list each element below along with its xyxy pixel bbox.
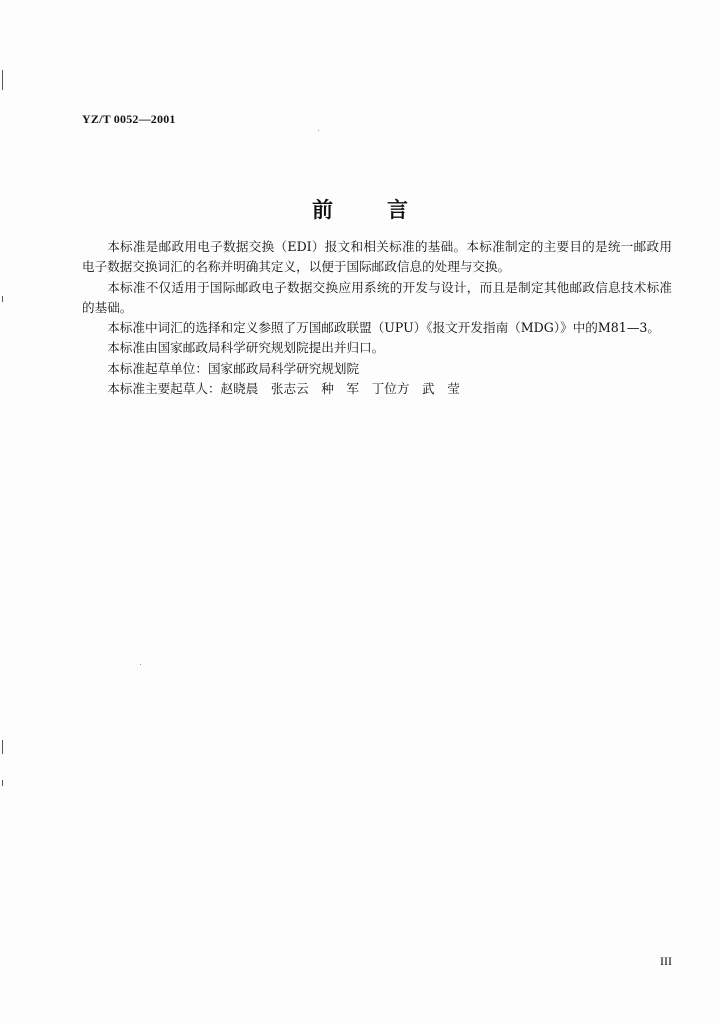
scan-margin-mark — [2, 740, 3, 754]
standard-code: YZ/T 0052—2001 — [82, 112, 176, 126]
page-title: 前言 — [312, 197, 462, 222]
scan-speck — [140, 664, 141, 665]
paragraph: 本标准主要起草人：赵晓晨 张志云 种 军 丁位方 武 莹 — [107, 381, 460, 397]
scan-margin-mark — [2, 70, 3, 90]
paragraph: 本标准起草单位：国家邮政局科学研究规划院 — [107, 360, 360, 376]
scan-speck — [318, 130, 319, 131]
paragraph: 本标准是邮政用电子数据交换（EDI）报文和相关标准的基础。本标准制定的主要目的是统一邮政用电子数据交换词汇的名称并明确其定义，以便于国际邮政信息的处理与交换。 — [82, 239, 672, 275]
paragraph: 本标准中词汇的选择和定义参照了万国邮政联盟（UPU）《报文开发指南（MDG）》中的M81—3。 — [107, 320, 661, 336]
paragraph: 本标准不仅适用于国际邮政电子数据交换应用系统的开发与设计，而且是制定其他邮政信息技术标准的基础。 — [82, 279, 672, 315]
page-number: III — [660, 954, 672, 968]
foreword-body — [82, 237, 672, 399]
scan-margin-mark — [2, 296, 3, 302]
scan-margin-mark — [2, 780, 3, 786]
paragraph: 本标准由国家邮政局科学研究规划院提出并归口。 — [107, 340, 385, 356]
